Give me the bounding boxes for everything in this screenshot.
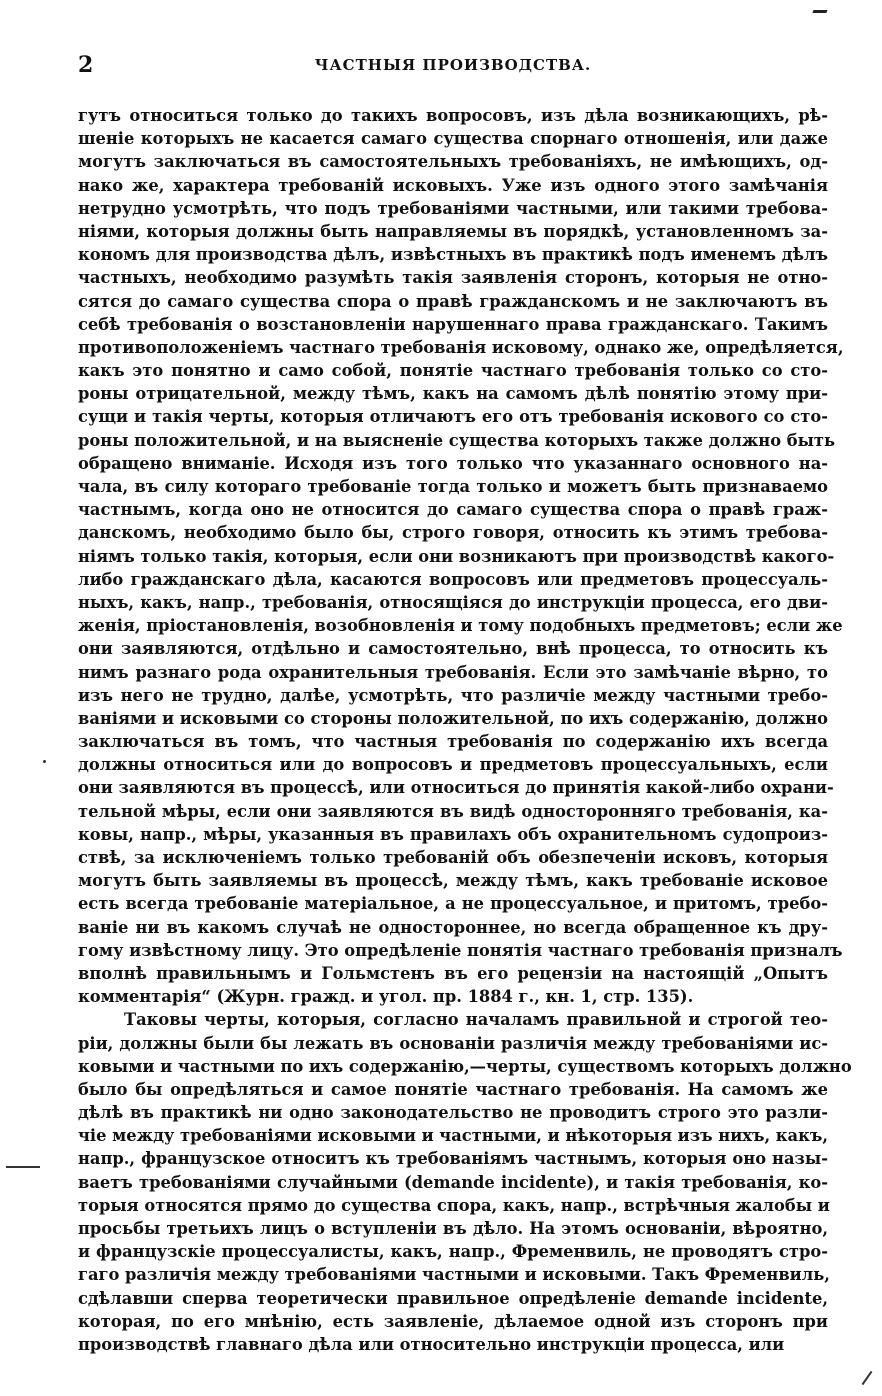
text-line: ніями, которыя должны быть направляемы въ порядкѣ, установленномъ за- (78, 221, 828, 241)
body-text (78, 104, 852, 1356)
text-line: себѣ требованія о возстановленіи нарушеннаго права гражданскаго. Такимъ (78, 314, 828, 334)
text-line: данскомъ, необходимо было бы, строго говоря, относить къ этимъ требова- (78, 523, 828, 543)
text-line: и французскіе процессуалисты, какъ, напр., Фременвиль, не проводятъ стро- (78, 1242, 828, 1262)
text-line: чала, въ силу котораго требованіе тогда только и можетъ быть признаваемо (78, 477, 828, 496)
scan-mark-dot (43, 760, 46, 763)
text-line: которая, по его мнѣнію, есть заявленіе, дѣлаемое одной изъ сторонъ при (78, 1311, 828, 1331)
text-line: чіе между требованіями исковыми и частными, и нѣкоторыя изъ нихъ, какъ, (78, 1126, 829, 1146)
text-line: есть всегда требованіе матеріальное, а не процессуальное, и притомъ, требо- (78, 894, 828, 914)
text-line: вполнѣ правильнымъ и Гольмстенъ въ его рецензіи на настоящій „Опытъ (78, 963, 828, 983)
text-line: сущи и такія черты, которыя отличаютъ его отъ требованія искового со сто- (78, 407, 828, 427)
text-line: должны относиться или до вопросовъ и предметовъ процессуальныхъ, если (78, 755, 828, 775)
text-line: могутъ быть заявляемы въ процессѣ, между тѣмъ, какъ требованіе исковое (78, 871, 828, 891)
paragraph (78, 1008, 852, 1356)
text-line: гому извѣстному лицу. Это опредѣленіе понятія частнаго требованія призналъ (78, 940, 843, 960)
text-line: они заявляются, отдѣльно и самостоятельно, внѣ процесса, то относить къ (78, 639, 828, 659)
scan-mark-top (812, 4, 829, 13)
text-line: производствѣ главнаго дѣла или относительно инструкціи процесса, или (78, 1334, 785, 1354)
text-line: нимъ разнаго рода охранительныя требованія. Если это замѣчаніе вѣрно, то (78, 662, 828, 682)
text-line: ствѣ, за исключеніемъ только требованій объ обезпеченіи исковъ, которыя (78, 848, 828, 867)
text-line: нетрудно усмотрѣть, что подъ требованіями частными, или такими требова- (78, 198, 828, 218)
text-line: ваетъ требованіями случайными (demande incidente), и такія требованія, ко- (78, 1172, 828, 1192)
text-line: комментарія“ (Журн. гражд. и угол. пр. 1884 г., кн. 1, стр. 135). (78, 987, 694, 1007)
text-line: нако же, характера требованій исковыхъ. Уже изъ одного этого замѣчанія (78, 175, 828, 195)
text-line: было бы опредѣляться и самое понятіе частнаго требованія. На самомъ же (78, 1079, 828, 1099)
scan-mark-left (6, 1160, 40, 1168)
text-line: просьбы третьихъ лицъ о вступленіи въ дѣло. На этомъ основаніи, вѣроятно, (78, 1219, 828, 1238)
text-line: гутъ относиться только до такихъ вопросовъ, изъ дѣла возникающихъ, рѣ- (78, 106, 828, 125)
text-line: ковыми и частными по ихъ содержанію,—черты, существомъ которыхъ должно (78, 1056, 852, 1076)
text-line: женія, пріостановленія, возобновленія и тому подобныхъ предметовъ; если же (78, 616, 843, 636)
text-line: ріи, должны были бы лежать въ основаніи различія между требованіями ис- (78, 1033, 828, 1053)
text-line: дѣлѣ въ практикѣ ни одно законодательство не проводитъ строго это разли- (78, 1103, 828, 1123)
text-line: сдѣлавши сперва теоретически правильное опредѣленіе demande incidente, (78, 1288, 828, 1308)
running-title: ЧАСТНЫЯ ПРОИЗВОДСТВА. (314, 56, 592, 74)
paragraph (78, 104, 844, 1008)
text-line: ваніями и исковыми со стороны положительной, по ихъ содержанію, должно (78, 708, 828, 728)
text-line: ніямъ только такія, которыя, если они возникаютъ при производствѣ какого- (78, 546, 835, 566)
text-line: могутъ заключаться въ самостоятельныхъ требованіяхъ, не имѣющихъ, од- (78, 152, 828, 172)
text-line: шеніе которыхъ не касается самаго существа спорнаго отношенія, или даже (78, 129, 828, 149)
text-line: ныхъ, какъ, напр., требованія, относящіяся до инструкціи процесса, его дви- (78, 592, 828, 612)
text-line: либо гражданскаго дѣла, касаются вопросовъ или предметовъ процессуаль- (78, 569, 828, 589)
text-line: сятся до самаго существа спора о правѣ гражданскомъ и не заключаютъ въ (78, 291, 828, 311)
text-line: обращено вниманіе. Исходя изъ того только что указаннаго основного на- (78, 453, 828, 473)
text-line: роны положительной, и на выясненіе существа которыхъ также должно быть (78, 430, 836, 450)
text-line: они заявляются въ процессѣ, или относиться до принятія какой-либо охрани- (78, 778, 834, 798)
text-line: ковы, напр., мѣры, указанныя въ правилахъ объ охранительномъ судопроиз- (78, 824, 828, 844)
text-line: кономъ для производства дѣлъ, извѣстныхъ въ практикѣ подъ именемъ дѣлъ (78, 245, 828, 265)
text-line: ваніе ни въ какомъ случаѣ не одностороннее, но всегда обращенное къ дру- (78, 917, 828, 937)
text-line: частныхъ, необходимо разумѣть такія заявленія сторонъ, которыя не отно- (78, 268, 828, 288)
text-line: гаго различія между требованіями частными и исковыми. Такъ Фременвиль, (78, 1265, 830, 1285)
page-number: 2 (78, 52, 94, 78)
text-line: какъ это понятно и само собой, понятіе частнаго требованія только со сто- (78, 361, 828, 381)
page-header (78, 52, 828, 82)
text-line: противоположеніемъ частнаго требованія исковому, однако же, опредѣляется, (78, 337, 844, 357)
text-line: Таковы черты, которыя, согласно началамъ правильной и строгой тео- (124, 1010, 828, 1030)
text-line: заключаться въ томъ, что частныя требованія по содержанію ихъ всегда (78, 732, 828, 752)
text-line: роны отрицательной, между тѣмъ, какъ на самомъ дѣлѣ понятію этому при- (78, 384, 828, 404)
text-line: торыя относятся прямо до существа спора, какъ, напр., встрѣчныя жалобы и (78, 1195, 830, 1215)
scan-mark-bottom (862, 1371, 873, 1385)
text-line: тельной мѣры, если они заявляются въ видѣ односторонняго требованія, ка- (78, 801, 828, 821)
text-line: изъ него не трудно, далѣе, усмотрѣть, что различіе между частными требо- (78, 685, 828, 705)
text-line: напр., французское относитъ къ требованіямъ частнымъ, которыя оно назы- (78, 1149, 828, 1169)
text-line: частнымъ, когда оно не относится до самаго существа спора о правѣ граж- (78, 500, 828, 520)
